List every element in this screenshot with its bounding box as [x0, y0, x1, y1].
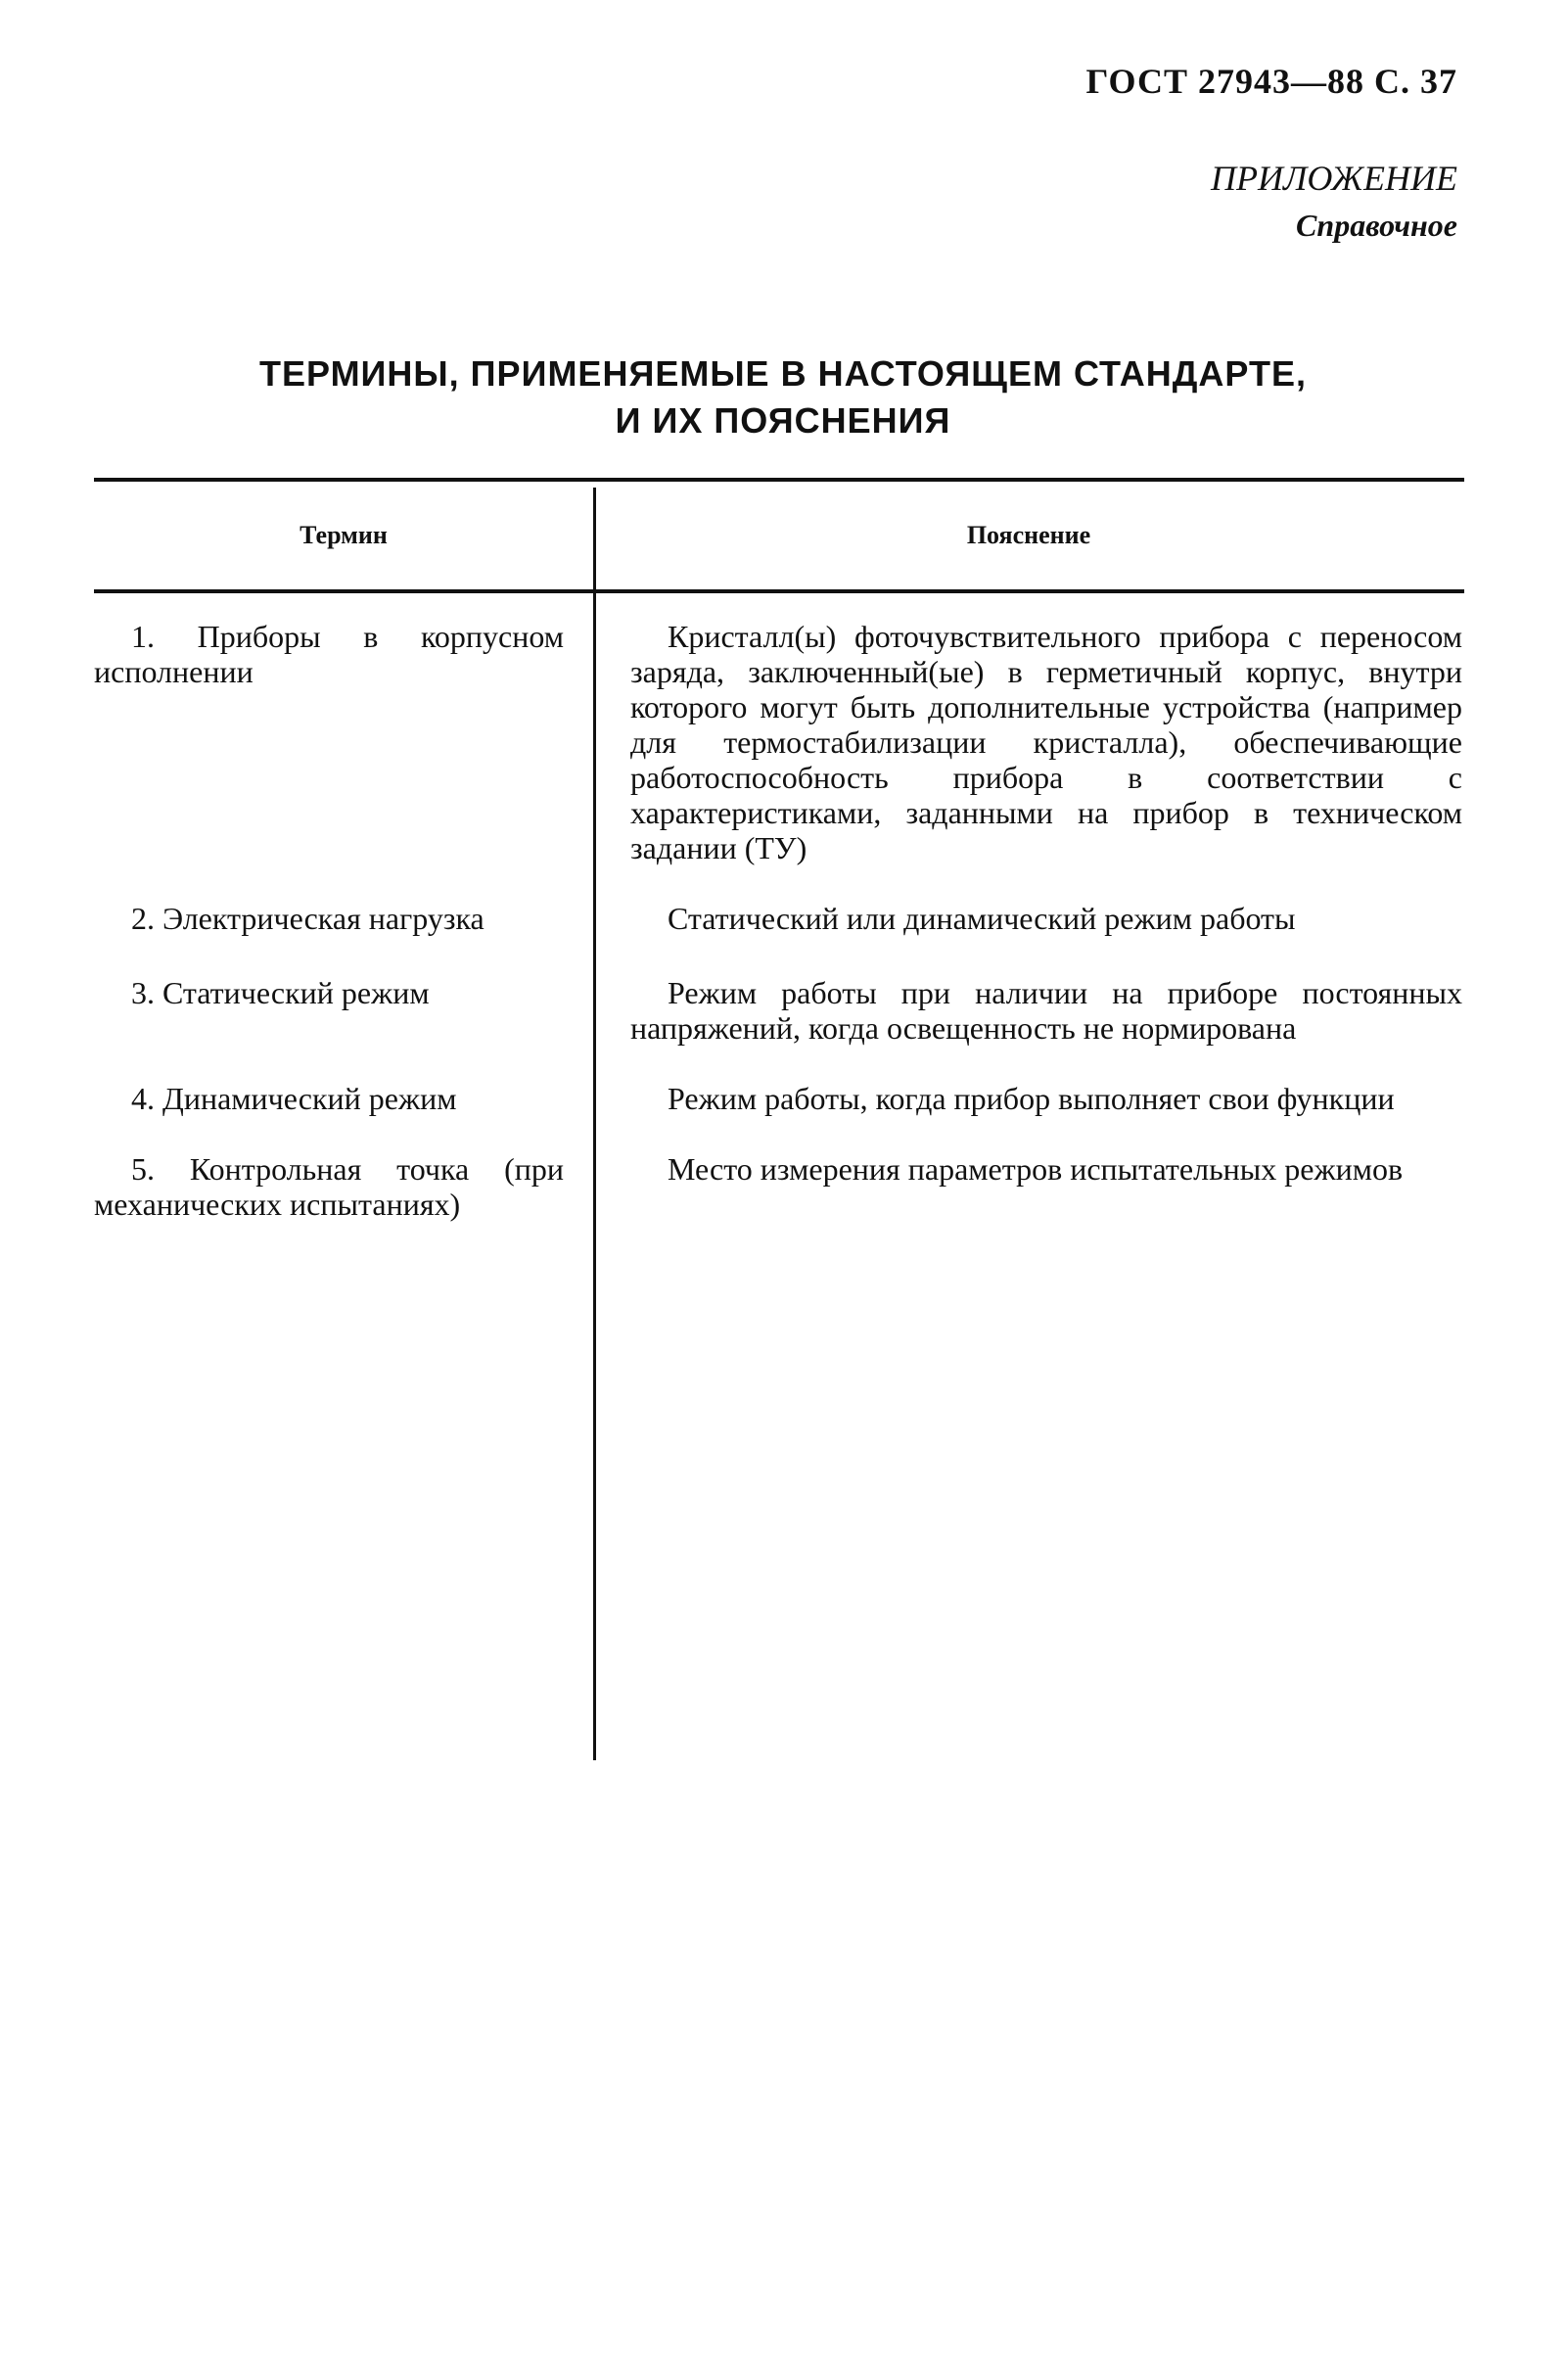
- term-cell: 3. Статический режим: [131, 975, 430, 1010]
- table-header: [94, 482, 1464, 589]
- explanation-cell: Режим работы, когда прибор выполняет свои функции: [668, 1081, 1395, 1116]
- table-row: [94, 1151, 1464, 1259]
- page-header: ГОСТ 27943—88 С. 37: [1085, 62, 1457, 101]
- explanation-cell: Режим работы при наличии на приборе постоянных напряжений, когда освещенность не нормирована: [630, 975, 1462, 1046]
- term-cell: 1. Приборы в корпусном исполнении: [94, 619, 564, 689]
- term-cell: 4. Динамический режим: [131, 1081, 457, 1116]
- explanation-cell: Место измерения параметров испытательных режимов: [668, 1151, 1404, 1187]
- appendix-sublabel: Справочное: [1296, 208, 1457, 243]
- table-header-rule: [94, 589, 1464, 593]
- term-cell: 5. Контрольная точка (при механических испытаниях): [94, 1151, 564, 1222]
- document-title: [98, 350, 1468, 444]
- document-title-line-2: И ИХ ПОЯСНЕНИЯ: [615, 400, 951, 441]
- table-row: [94, 975, 1464, 1081]
- appendix-label: ПРИЛОЖЕНИЕ: [1211, 159, 1457, 198]
- explanation-cell: Кристалл(ы) фоточувствительного прибора с переносом заряда, заключенный(ые) в герметичный корпус, внутри которого могут быть дополнительные устройства (например для термостабилизации кристалла), обеспечивающие работоспособность прибора в соответствии с характеристиками, заданными на прибор в техническом задании (ТУ): [630, 619, 1462, 865]
- explanation-cell: Статический или динамический режим работы: [668, 901, 1296, 936]
- term-cell: 2. Электрическая нагрузка: [131, 901, 484, 936]
- header-explanation: Пояснение: [966, 521, 1091, 549]
- table-row: [94, 619, 1464, 901]
- terms-table: [94, 478, 1464, 1259]
- document-title-line-1: ТЕРМИНЫ, ПРИМЕНЯЕМЫЕ В НАСТОЯЩЕМ СТАНДАРТЕ,: [259, 353, 1307, 394]
- header-term: Термин: [300, 521, 388, 549]
- column-divider: [593, 488, 596, 1760]
- appendix-block: [1211, 155, 1457, 249]
- table-row: [94, 1081, 1464, 1151]
- table-row: [94, 901, 1464, 975]
